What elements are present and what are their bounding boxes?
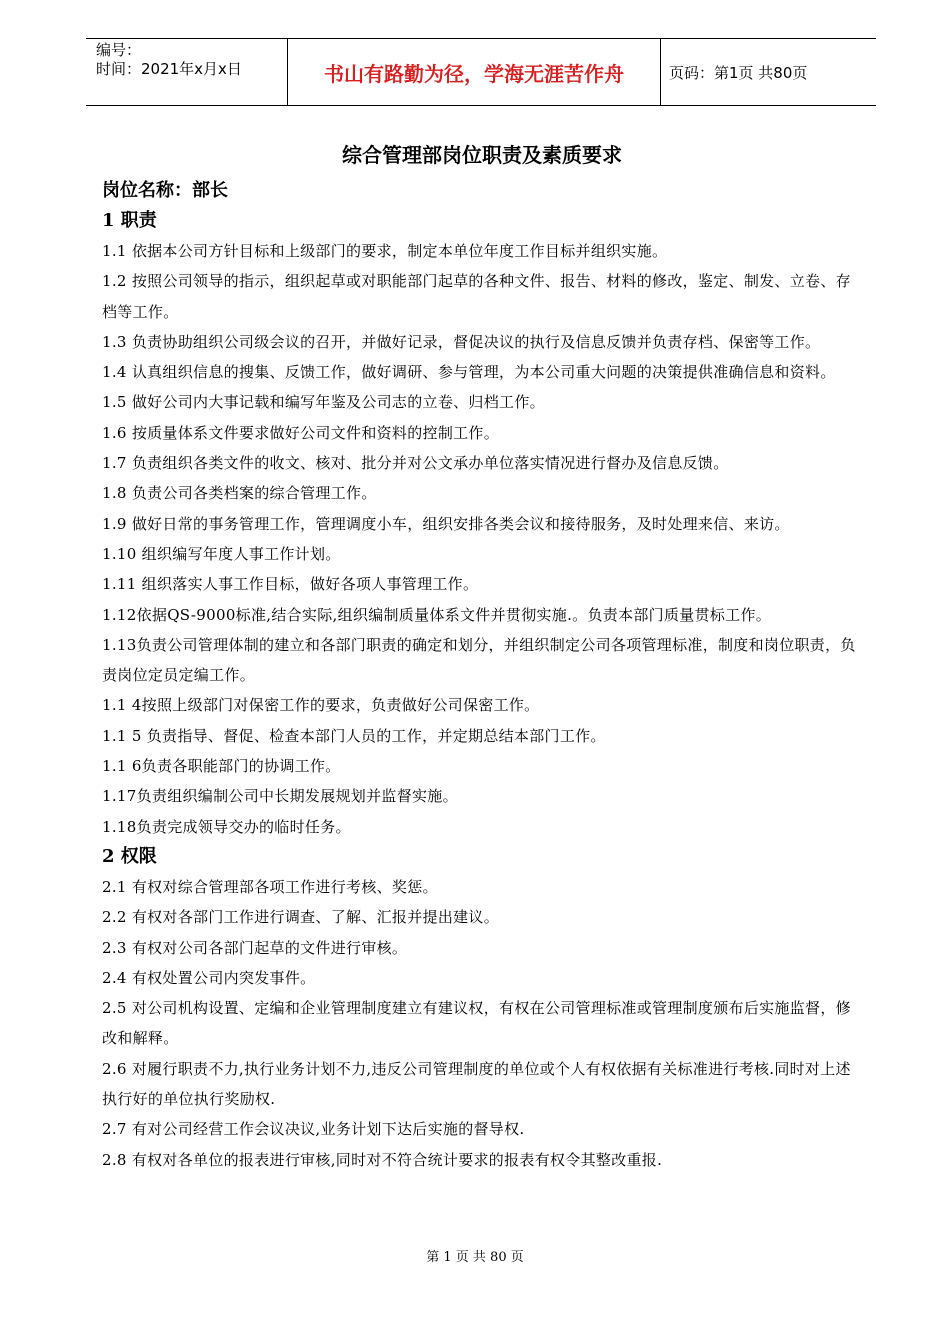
duties-list (102, 236, 862, 842)
header-motto-cell (287, 39, 661, 105)
list-item: 1.1 4按照上级部门对保密工作的要求，负责做好公司保密工作。 (102, 696, 540, 715)
list-item: 1.1 5 负责指导、督促、检查本部门人员的工作，并定期总结本部门工作。 (102, 726, 606, 745)
list-item: 2.5 对公司机构设置、定编和企业管理制度建立有建议权，有权在公司管理标准或管理制度颁布后实施监督，修改和解释。 (102, 999, 851, 1048)
list-item: 1.8 负责公司各类档案的综合管理工作。 (102, 484, 377, 503)
document-title: 综合管理部岗位职责及素质要求 (342, 143, 622, 167)
time-label: 时间：2021年x月x日 (96, 60, 242, 78)
page-header (86, 38, 876, 106)
list-item: 2.3 有权对公司各部门起草的文件进行审核。 (102, 938, 408, 957)
list-item: 1.6 按质量体系文件要求做好公司文件和资料的控制工作。 (102, 423, 500, 442)
document-body (102, 140, 862, 1175)
list-item: 1.12依据QS-9000标准,结合实际,组织编制质量体系文件并贯彻实施.。负责本部门质量贯标工作。 (102, 605, 772, 624)
position-name: 岗位名称：部长 (102, 180, 228, 201)
list-item: 2.4 有权处置公司内突发事件。 (102, 968, 316, 987)
list-item: 2.1 有权对综合管理部各项工作进行考核、奖惩。 (102, 877, 438, 896)
list-item: 1.18负责完成领导交办的临时任务。 (102, 817, 351, 836)
list-item: 1.1 依据本公司方针目标和上级部门的要求，制定本单位年度工作目标并组织实施。 (102, 242, 668, 260)
header-meta (86, 39, 287, 105)
list-item: 1.9 做好日常的事务管理工作，管理调度小车，组织安排各类会议和接待服务，及时处理来信、来访。 (102, 514, 790, 533)
list-item: 1.10 组织编写年度人事工作计划。 (102, 544, 341, 563)
number-label: 编号： (96, 41, 142, 59)
section-heading-duties: 1 职责 (102, 210, 157, 231)
list-item: 1.11 组织落实人事工作目标，做好各项人事管理工作。 (102, 575, 479, 594)
authority-list (102, 872, 862, 1175)
list-item: 1.17负责组织编制公司中长期发展规划并监督实施。 (102, 787, 458, 806)
list-item: 2.7 有对公司经营工作会议决议,业务计划下达后实施的督导权. (102, 1120, 525, 1139)
list-item: 1.1 6负责各职能部门的协调工作。 (102, 757, 341, 776)
list-item: 1.5 做好公司内大事记载和编写年鉴及公司志的立卷、归档工作。 (102, 393, 545, 412)
list-item: 1.4 认真组织信息的搜集、反馈工作，做好调研、参与管理，为本公司重大问题的决策提供准确信息和资料。 (102, 363, 836, 382)
section-heading-authority: 2 权限 (102, 845, 157, 867)
page-footer: 第 1 页 共 80 页 (426, 1250, 524, 1265)
list-item: 1.7 负责组织各类文件的收文、核对、批分并对公文承办单位落实情况进行督办及信息反馈。 (102, 454, 729, 473)
list-item: 2.8 有权对各单位的报表进行审核,同时对不符合统计要求的报表有权令其整改重报. (102, 1150, 663, 1169)
list-item: 1.3 负责协助组织公司级会议的召开，并做好记录，督促决议的执行及信息反馈并负责存档、保密等工作。 (102, 332, 821, 351)
list-item: 2.2 有权对各部门工作进行调查、了解、汇报并提出建议。 (102, 908, 500, 927)
motto-text: 书山有路勤为径，学海无涯苦作舟 (324, 61, 624, 86)
list-item: 1.2 按照公司领导的指示，组织起草或对职能部门起草的各种文件、报告、材料的修改，鉴定、制发、立卷、存档等工作。 (102, 272, 851, 321)
header-page-info (661, 39, 876, 105)
list-item: 1.13负责公司管理体制的建立和各部门职责的确定和划分，并组织制定公司各项管理标准，制度和岗位职责，负责岗位定员定编工作。 (102, 635, 856, 685)
page-info-text: 页码：第1页 共80页 (669, 63, 808, 82)
list-item: 2.6 对履行职责不力,执行业务计划不力,违反公司管理制度的单位或个人有权依据有关标准进行考核.同时对上述执行好的单位执行奖励权. (102, 1059, 851, 1109)
